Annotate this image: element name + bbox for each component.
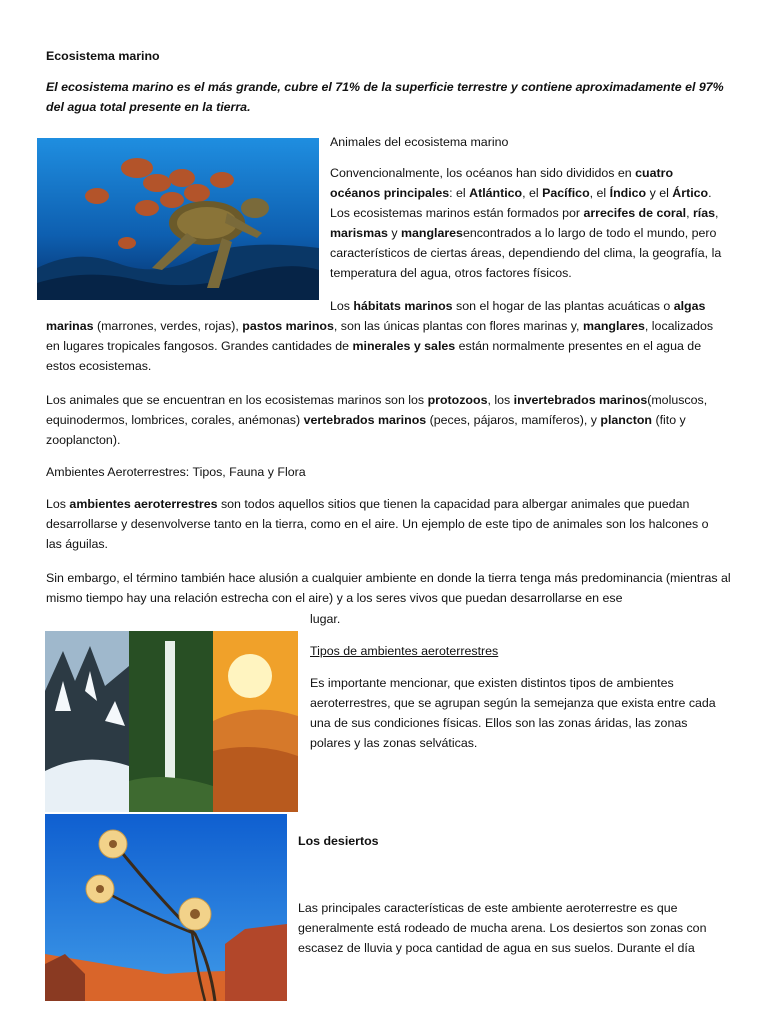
desiertos-paragraph: Las principales características de este ambiente aeroterrestre es que generalmente está rodeado de mucha arena. Los desiertos son zonas con escasez de lluvia y poca cantidad de agua en sus suelos. Durante el día: [298, 901, 707, 955]
habitats-paragraph: marinas (marrones, verdes, rojas), pastos marinos, son las únicas plantas con flores marinas y, manglares, localizados en lugares tropicales fangosos. Grandes cantidades de minerales y sales están normalmente presentes en el agua de estos ecosistemas.: [46, 319, 714, 373]
marine-animals-paragraph: Los animales que se encuentran en los ecosistemas marinos son los protozoos, los invertebrados marinos(moluscos, equinodermos, lombrices, corales, anémonas) vertebrados marinos (peces, pájaros, mamíferos), y plancton (fito y zooplancton).: [46, 393, 708, 447]
sin-embargo-paragraph: Sin embargo, el término también hace alusión a cualquier ambiente en donde la tierra tenga más predominancia (mientras al mismo tiempo hay una relación estrecha con el aire) y a los seres vivos que puedan desarrollarse en ese: [46, 571, 731, 605]
desert-flower-image: [45, 814, 287, 1001]
sea-turtle-image: [37, 138, 319, 300]
habitats-paragraph-line1: Los hábitats marinos son el hogar de las plantas acuáticas o algas: [330, 299, 706, 313]
ambientes-paragraph: Los ambientes aeroterrestres son todos aquellos sitios que tienen la capacidad para albergar animales que puedan desarrollarse y desenvolverse tanto en la tierra, como en el aire. Un ejemplo de este tipo de animales son los halcones o las águilas.: [46, 497, 709, 551]
tipos-heading: Tipos de ambientes aeroterrestres: [310, 644, 499, 658]
sin-embargo-last-line: lugar.: [310, 612, 341, 626]
oceans-paragraph: Convencionalmente, los océanos han sido divididos en cuatro océanos principales: el Atlántico, el Pacífico, el Índico y el Ártico. Los ecosistemas marinos están formados por arrecifes de coral, rías, marismas y manglaresencontrados a lo largo de todo el mundo, pero característicos de ciertas áreas, dependiendo del clima, la geografía, la temperatura del agua, otros factores físicos.: [330, 166, 722, 280]
aeroterrestrial-environments-image: [45, 631, 298, 812]
tipos-paragraph: Es importante mencionar, que existen distintos tipos de ambientes aeroterrestres, que se agrupan según la semejanza que exista entre cada una de sus condiciones físicas. Ellos son las zonas áridas, las zonas polares y las zonas selváticas.: [310, 676, 716, 750]
desiertos-heading: Los desiertos: [298, 834, 379, 848]
intro-paragraph: El ecosistema marino es el más grande, cubre el 71% de la superficie terrestre y contiene aproximadamente el 97% del agua total presente en la tierra.: [46, 80, 724, 114]
animals-heading: Animales del ecosistema marino: [330, 135, 509, 149]
page-title: Ecosistema marino: [46, 49, 160, 63]
ambientes-heading: Ambientes Aeroterrestres: Tipos, Fauna y Flora: [46, 465, 306, 479]
